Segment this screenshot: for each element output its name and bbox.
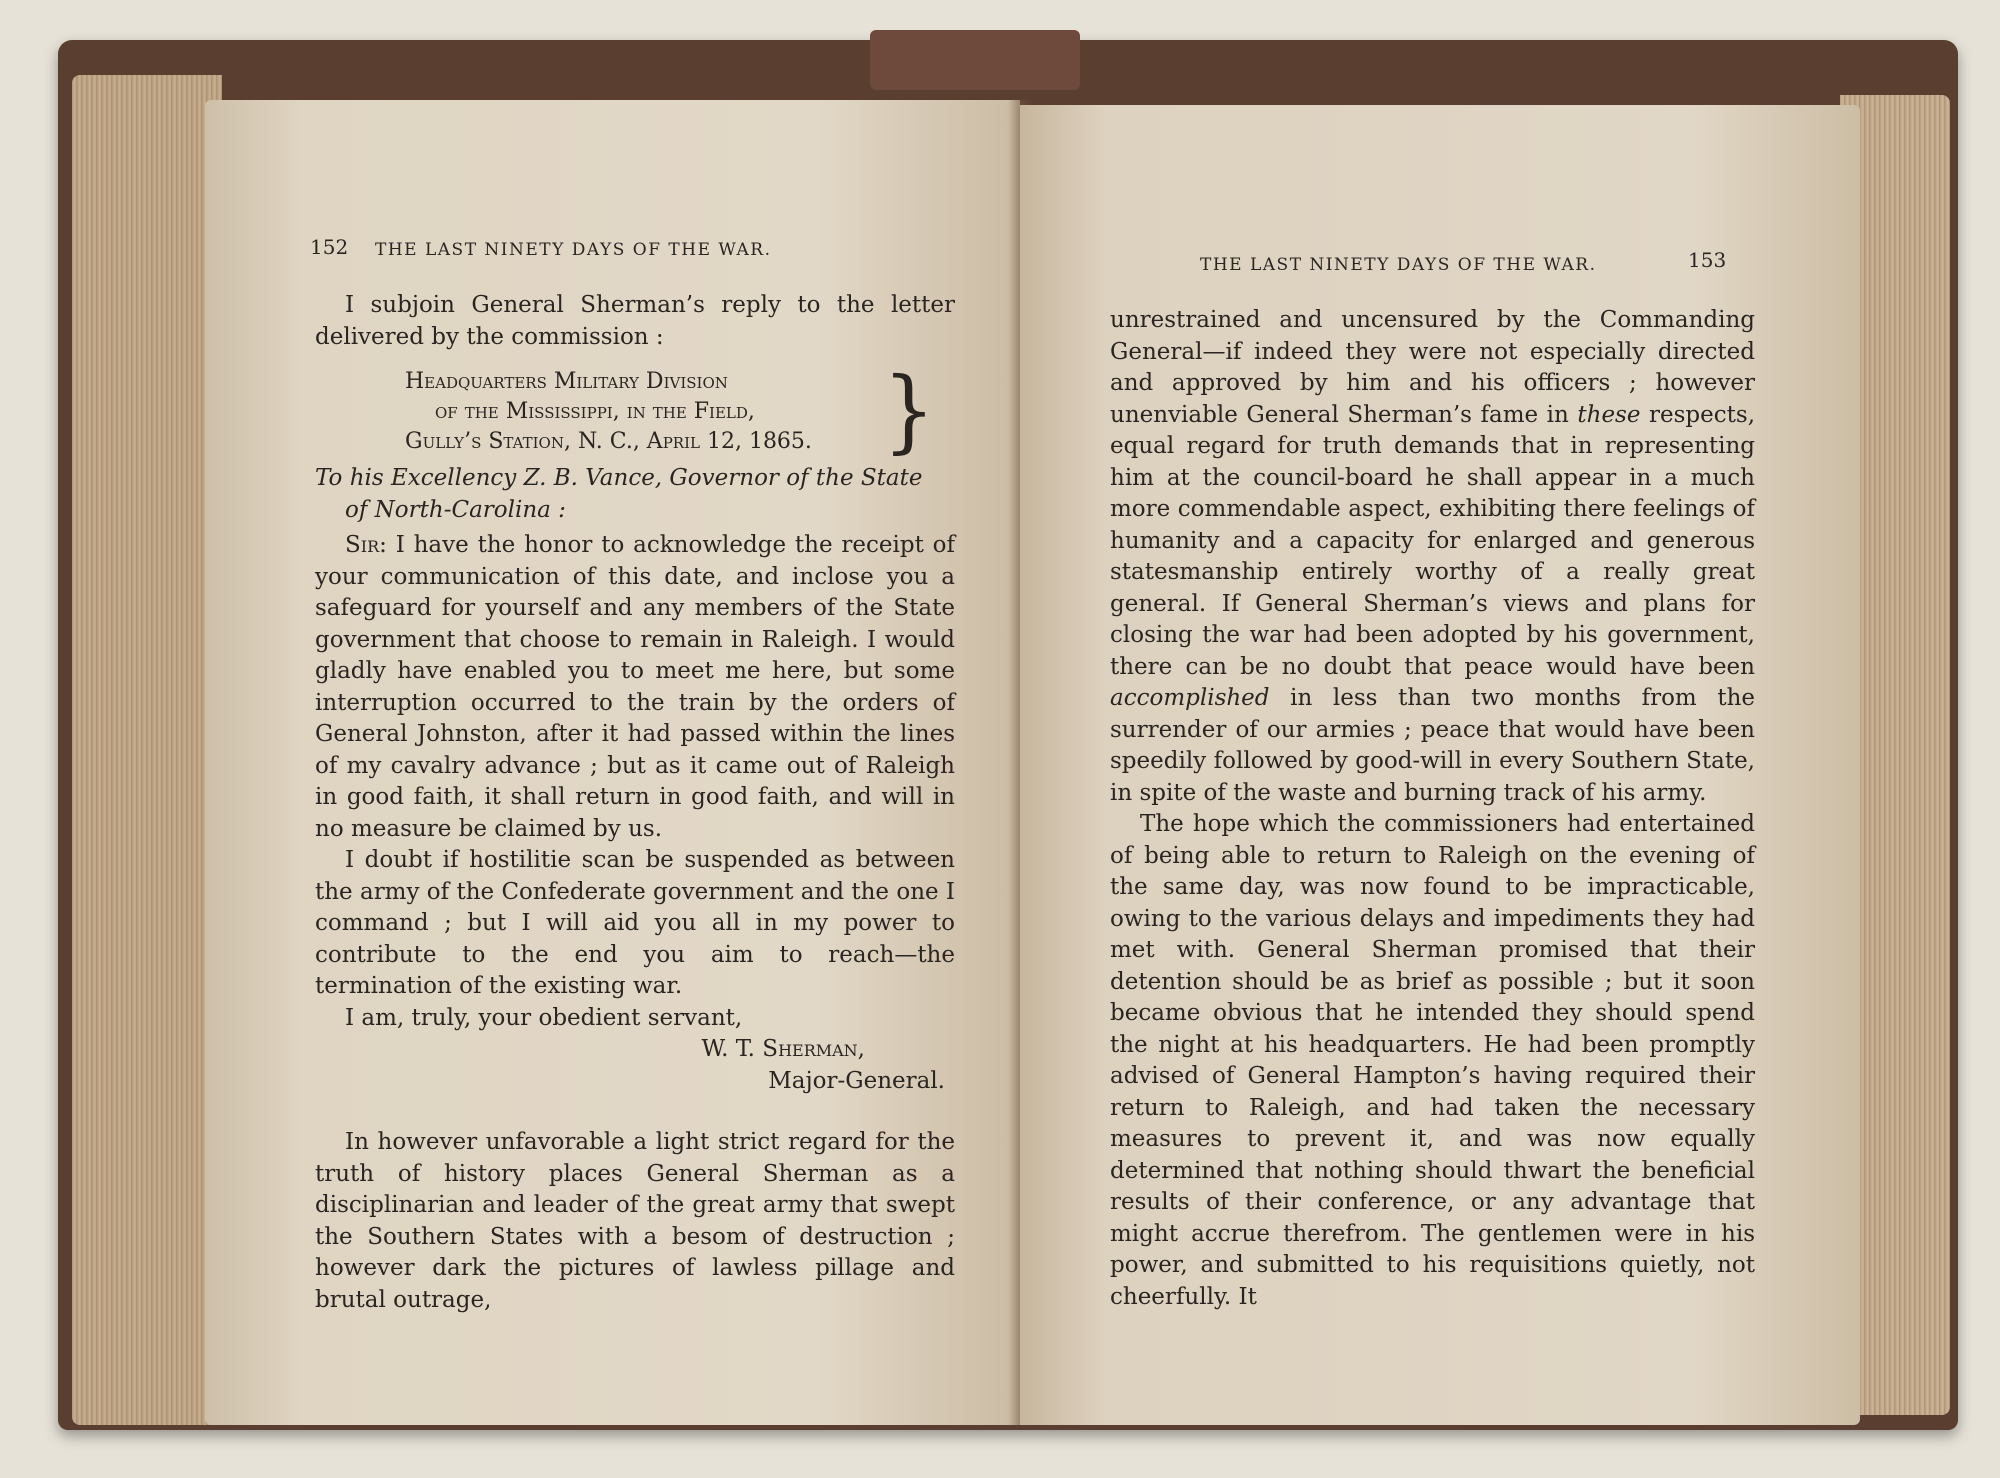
salutation: Sir [345, 532, 380, 558]
left-text-block [315, 290, 955, 1316]
right-paragraph-1-part-b: respects, equal regard for truth demands that in representing him at the council-board he shall appear in a much more commendable aspect, exhibiting there feelings of humanity and a capacity for enlarged and generous statesmanship entirely worthy of a really great general. If General Sherman’s views and plans for closing the war had been adopted by his government, there can be no doubt that peace would have been [1110, 401, 1755, 680]
right-running-head: THE LAST NINETY DAYS OF THE WAR. [1200, 255, 1597, 275]
address-line1: To his Excellency Z. B. Vance, Governor of the State [315, 465, 923, 491]
left-page-number: 152 [310, 235, 349, 259]
right-page-number: 153 [1688, 248, 1727, 272]
letter-heading-line3: Gully’s Station, N. C., April 12, 1865. [405, 429, 812, 454]
emphasis-accomplished: accomplished [1110, 685, 1270, 711]
section-gap [315, 1097, 955, 1127]
address-line2: of North-Carolina : [345, 496, 566, 523]
letter-heading-line1: Headquarters Military Division [405, 369, 728, 394]
emphasis-these: these [1577, 401, 1641, 428]
commentary-paragraph: In however unfavorable a light strict regard for the truth of history places General Sherman as a disciplinarian and leader of the great army that swept the Southern States with a besom of destruction ; however dark the pictures of lawless pillage and brutal outrage, [315, 1129, 955, 1313]
signature-title: Major-General. [768, 1067, 945, 1094]
left-page-edges [72, 75, 222, 1425]
letter-address [315, 463, 955, 526]
right-page [1020, 105, 1860, 1425]
right-paragraph-1-part-a: unrestrained and uncensured by the Commanding General—if indeed they were not especially directed and approved by him and his officers ; however unenviable General Sherman’s fame in [1110, 307, 1755, 428]
letter-paragraph-2: I doubt if hostilitie scan be suspended as between the army of the Confederate government and the one I command ; but I will aid you all in my power to contribute to the end you aim to reach—the termination of the existing war. [315, 847, 956, 999]
brace-mark: } [882, 359, 935, 464]
right-paragraph-1-part-c: in less than two months from the surrender of our armies ; peace that would have been speedily followed by good-will in every Southern State, in spite of the waste and burning track of his army. [1110, 685, 1755, 806]
letter-closing: I am, truly, your obedient servant, [345, 1004, 743, 1031]
right-paragraph-2: The hope which the commissioners had entertained of being able to return to Raleigh on the evening of the same day, was now found to be impracticable, owing to the various delays and impediments they had met with. General Sherman promised that their detention should be as brief as possible ; but it soon became obvious that he intended they should spend the night at his headquarters. He had been promptly advised of General Hampton’s having required their return to Raleigh, and had taken the necessary measures to prevent it, and was now equally determined that nothing should thwart the beneficial results of their conference, or any advantage that might accrue therefrom. The gentlemen were in his power, and submitted to his requisitions quietly, not cheerfully. It [1110, 811, 1755, 1310]
letter-heading [315, 359, 955, 464]
left-page [205, 100, 1020, 1425]
letter-paragraph-1-text: : I have the honor to acknowledge the receipt of your communication of this date, and inclose you a safeguard for yourself and any members of the State government that choose to remain in Raleigh. I would gladly have enabled you to meet me here, but some interruption occurred to the train by the orders of General Johnston, after it had passed within the lines of my cavalry advance ; but as it came out of Raleigh in good faith, it shall return in good faith, and will in no measure be claimed by us. [315, 532, 955, 842]
book-spine-headband [870, 30, 1080, 90]
letter-paragraph-1 [315, 530, 955, 845]
right-text-block [1110, 305, 1755, 1313]
letter-heading-line2: of the Mississippi, in the Field, [435, 399, 755, 424]
left-running-head: THE LAST NINETY DAYS OF THE WAR. [375, 240, 772, 260]
intro-paragraph: I subjoin General Sherman’s reply to the letter delivered by the commission : [315, 292, 955, 350]
signature-name: W. T. Sherman, [701, 1036, 865, 1062]
right-paragraph-1 [1110, 305, 1755, 809]
